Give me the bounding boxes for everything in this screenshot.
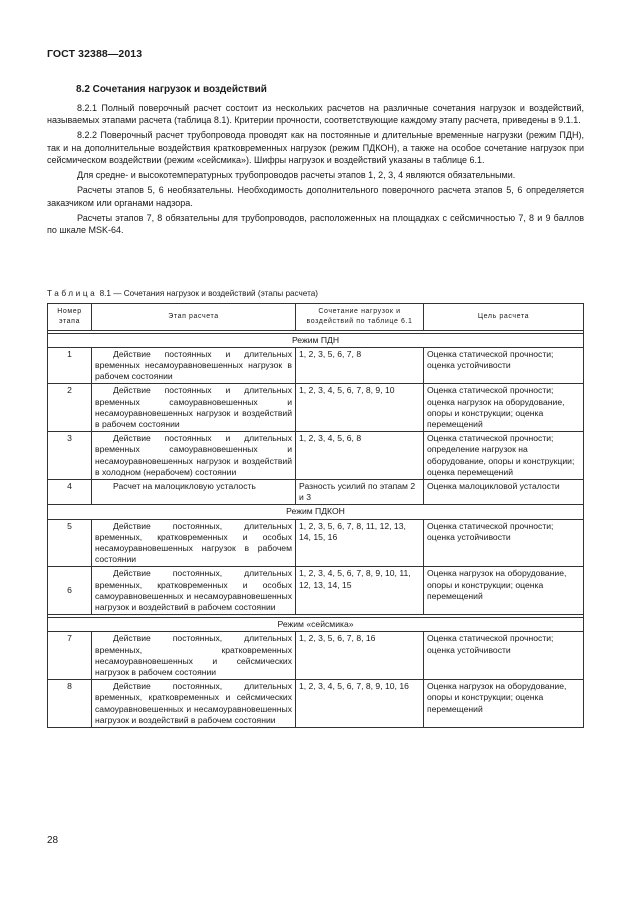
- mode-row: [48, 618, 584, 632]
- stage-number: 2: [48, 384, 92, 432]
- table-row: [48, 432, 584, 480]
- calc-goal: Оценка статической прочности; определение нагрузок на оборудование, опоры и конструкции; оценка перемещений: [424, 432, 584, 480]
- paragraph: Расчеты этапов 5, 6 необязательны. Необходимость дополнительного поверочного расчета этапов 5, 6 определяется заказчиком или органами надзора.: [47, 185, 584, 208]
- mode-pdkon: Режим ПДКОН: [48, 505, 584, 519]
- paragraph: 8.2.2 Поверочный расчет трубопровода проводят как на постоянные и длительные временные нагрузки (режим ПДН), так и на дополнительные воздействия кратковременных нагрузок (режим ПДКОН), а также на особое сочетание нагрузок при сейсмическом воздействии (режим «сейсмика»). Шифры нагрузок и воздействий указаны в таблице 6.1.: [47, 130, 584, 166]
- stage-description: Действие постоянных, длительных временных, кратковременных и сейсмических самоуравновешенных и несамоуравновешенных нагрузок и воздействий в рабочем состоянии: [92, 680, 296, 728]
- stage-description: Расчет на малоцикловую усталость: [92, 480, 296, 505]
- section-title: 8.2 Сочетания нагрузок и воздействий: [76, 84, 267, 95]
- stage-number: 8: [48, 680, 92, 728]
- table-row: [48, 567, 584, 615]
- standard-code: ГОСТ 32388—2013: [47, 48, 143, 60]
- calc-goal: Оценка нагрузок на оборудование, опоры и конструкции; оценка перемещений: [424, 567, 584, 615]
- table-row: [48, 632, 584, 680]
- table-row: [48, 347, 584, 384]
- table-caption-word: Таблица: [47, 289, 98, 298]
- load-combination: 1, 2, 3, 5, 6, 7, 8: [296, 347, 424, 384]
- table-row: [48, 480, 584, 505]
- header-combination: Сочетание нагрузок и воздействий по таблице 6.1: [296, 304, 424, 331]
- stage-description: Действие постоянных, длительных временных, кратковременных и особых самоуравновешенных и несамоуравновешенных нагрузок и воздействий в рабочем состоянии: [92, 567, 296, 615]
- calc-goal: Оценка статической прочности; оценка устойчивости: [424, 347, 584, 384]
- load-combination: 1, 2, 3, 5, 6, 7, 8, 16: [296, 632, 424, 680]
- load-combination: 1, 2, 3, 4, 5, 6, 7, 8, 9, 10: [296, 384, 424, 432]
- load-combination: 1, 2, 3, 4, 5, 6, 7, 8, 9, 10, 16: [296, 680, 424, 728]
- mode-seismic: Режим «сейсмика»: [48, 618, 584, 632]
- stage-number: 6: [48, 567, 92, 615]
- stage-description: Действие постоянных и длительных временных самоуравновешенных и несамоуравновешенных нагрузок и воздействий в рабочем состоянии: [92, 384, 296, 432]
- load-combination: 1, 2, 3, 5, 6, 7, 8, 11, 12, 13, 14, 15, 16: [296, 519, 424, 567]
- table-header-row: [48, 304, 584, 331]
- paragraph: Для средне- и высокотемпературных трубопроводов расчеты этапов 1, 2, 3, 4 являются обязательными.: [77, 170, 516, 181]
- table-caption-text: 8.1 — Сочетания нагрузок и воздействий (этапы расчета): [99, 289, 319, 298]
- stage-number: 5: [48, 519, 92, 567]
- table-row: [48, 384, 584, 432]
- header-stage-number: Номер этапа: [48, 304, 92, 331]
- header-goal: Цель расчета: [424, 304, 584, 331]
- body-text: [47, 102, 584, 239]
- table-row: [48, 519, 584, 567]
- calc-goal: Оценка статической прочности; оценка устойчивости: [424, 632, 584, 680]
- calc-goal: Оценка статической прочности; оценка устойчивости: [424, 519, 584, 567]
- load-combination: 1, 2, 3, 4, 5, 6, 8: [296, 432, 424, 480]
- stage-description: Действие постоянных, длительных временных, кратковременных и особых несамоуравновешенных нагрузок в рабочем состоянии: [92, 519, 296, 567]
- calc-goal: Оценка статической прочности; оценка нагрузок на оборудование, опоры и конструкции; оценка перемещений: [424, 384, 584, 432]
- stage-description: Действие постоянных, длительных временных, кратковременных несамоуравновешенных и сейсмических нагрузок в рабочем состоянии: [92, 632, 296, 680]
- stage-number: 3: [48, 432, 92, 480]
- calc-goal: Оценка нагрузок на оборудование, опоры и конструкции; оценка перемещений: [424, 680, 584, 728]
- table-caption: [47, 289, 318, 298]
- page-number: 28: [47, 835, 59, 846]
- paragraph: 8.2.1 Полный поверочный расчет состоит из нескольких расчетов на различные сочетания нагрузок и воздействий, называемых этапами расчета (таблица 8.1). Критерии прочности, соответствующие каждому этапу расчета, приведены в 9.1.1.: [47, 103, 584, 126]
- table-row: [48, 680, 584, 728]
- stage-number: 1: [48, 347, 92, 384]
- mode-pdn: Режим ПДН: [48, 333, 584, 347]
- calc-goal: Оценка малоцикловой усталости: [424, 480, 584, 505]
- stage-number: 7: [48, 632, 92, 680]
- loads-table: [47, 303, 584, 728]
- mode-row: [48, 505, 584, 519]
- header-stage: Этап расчета: [92, 304, 296, 331]
- load-combination: 1, 2, 3, 4, 5, 6, 7, 8, 9, 10, 11, 12, 13, 14, 15: [296, 567, 424, 615]
- paragraph: Расчеты этапов 7, 8 обязательны для трубопроводов, расположенных на площадках с сейсмичностью 7, 8 и 9 баллов по шкале MSK-64.: [47, 212, 584, 236]
- stage-description: Действие постоянных и длительных временных самоуравновешенных и несамоуравновешенных нагрузок и воздействий в холодном (нерабочем) состоянии: [92, 432, 296, 480]
- mode-row: [48, 333, 584, 347]
- load-combination: Разность усилий по этапам 2 и 3: [296, 480, 424, 505]
- stage-number: 4: [48, 480, 92, 505]
- stage-description: Действие постоянных и длительных временных несамоуравновешенных нагрузок в рабочем состоянии: [92, 347, 296, 384]
